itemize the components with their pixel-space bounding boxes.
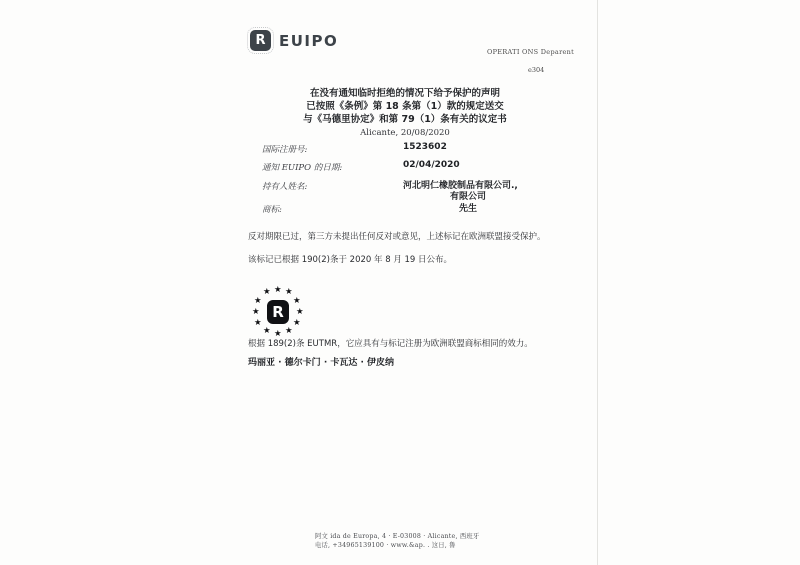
title-line-3: 与《马德里协定》和第 79（1）条有关的议定书: [303, 114, 507, 125]
page-edge-line: [597, 0, 598, 565]
place-dateline: Alicante, 20/08/2020: [360, 128, 450, 138]
eu-star-icon: [296, 308, 305, 317]
eu-star-icon: [252, 308, 261, 317]
eu-star-icon: [254, 297, 263, 306]
notified-date-label: 通知 EUIPO 的日期:: [262, 163, 343, 173]
holder-name-value: 河北明仁橡胶制品有限公司.,: [403, 181, 518, 191]
eu-star-icon: [263, 327, 272, 336]
footer-contact-line: 电话, +34965139100 · www.&ap. . 这日, 鲁: [315, 541, 456, 549]
eu-star-icon: [293, 319, 302, 328]
legal-effect-line: 根据 189(2)条 EUTMR，它应具有与标记注册为欧洲联盟商标相同的效力。: [248, 339, 533, 349]
signatory-name: 玛丽亚 · 德尔卡门 · 卡瓦达 · 伊皮纳: [248, 358, 395, 368]
mark-label: 商标:: [262, 205, 282, 215]
eu-star-icon: [263, 288, 272, 297]
holder-name-label: 持有人姓名:: [262, 182, 308, 192]
eu-star-icon: [293, 297, 302, 306]
eu-star-icon: [254, 319, 263, 328]
office-address-footer: [315, 533, 479, 550]
euipo-logo: [250, 30, 338, 51]
intl-reg-label: 国际注册号:: [262, 145, 308, 155]
euipo-r-icon: R: [250, 30, 271, 51]
intl-reg-value: 1523602: [403, 142, 447, 152]
document-code: e304: [528, 66, 545, 74]
eu-star-icon: [274, 286, 283, 295]
registered-mark-icon: R: [267, 300, 289, 324]
publication-paragraph: 该标记已根据 190(2)条于 2020 年 8 月 19 日公布。: [248, 255, 453, 265]
notified-date-value: 02/04/2020: [403, 160, 460, 170]
euipo-logo-text: EUIPO: [279, 31, 339, 50]
document-title: [240, 87, 570, 126]
protection-paragraph: 反对期限已过，第三方未提出任何反对或意见，上述标记在欧洲联盟接受保护。: [248, 232, 546, 242]
holder-name-value-line2: 有限公司: [449, 192, 486, 202]
footer-address-line: 阿文 ida de Europa, 4 · E-03008 · Alicante, 西班牙: [315, 533, 480, 540]
department-label: OPERATI ONS Deparent: [487, 48, 575, 56]
title-line-1: 在没有通知临时拒绝的情况下给予保护的声明: [309, 88, 500, 99]
mark-value: 先生: [458, 204, 477, 214]
title-line-2: 已按照《条例》第 18 条第（1）款的规定送交: [306, 101, 504, 112]
eu-star-icon: [285, 327, 294, 336]
eu-stars-seal: [250, 284, 306, 340]
